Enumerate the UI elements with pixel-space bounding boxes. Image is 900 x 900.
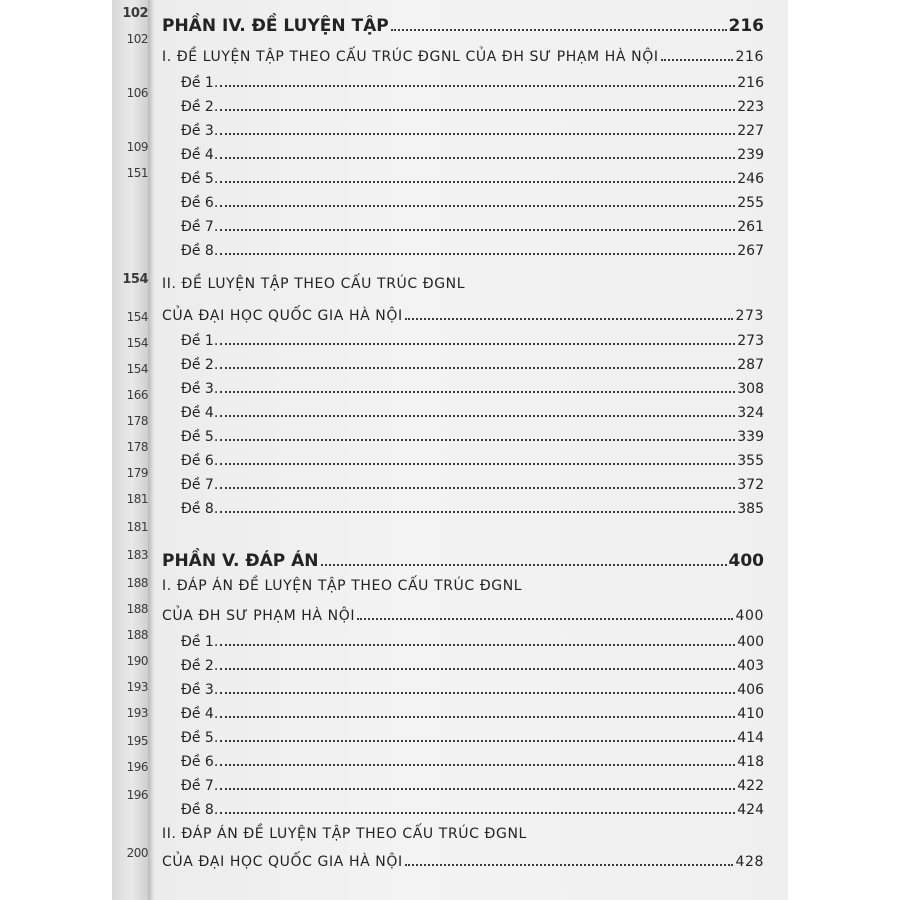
item-page: 255 <box>737 195 764 211</box>
toc-item[interactable] <box>181 119 764 139</box>
left-page-number: 179 <box>126 466 148 480</box>
left-page-number: 166 <box>126 388 148 402</box>
toc-item[interactable] <box>181 798 764 818</box>
toc-item[interactable] <box>181 191 764 211</box>
left-page-number: 178 <box>126 414 148 428</box>
toc-item[interactable] <box>181 95 764 115</box>
toc-item[interactable] <box>181 329 764 349</box>
item-page: 339 <box>737 429 764 445</box>
section-page: 273 <box>735 308 764 324</box>
item-label: Đề 6. <box>181 195 219 211</box>
item-label: Đề 2. <box>181 658 219 674</box>
item-page: 308 <box>737 381 764 397</box>
left-page-number: 188 <box>126 576 148 590</box>
dot-leader <box>220 179 735 183</box>
toc-item[interactable] <box>181 449 764 469</box>
item-label: Đề 3. <box>181 123 219 139</box>
item-page: 406 <box>737 682 764 698</box>
item-label: Đề 6. <box>181 453 219 469</box>
item-label: Đề 5. <box>181 429 219 445</box>
item-page: 273 <box>737 333 764 349</box>
left-page-number: 200 <box>126 846 148 860</box>
dot-leader <box>220 341 735 345</box>
section-page: 428 <box>735 854 764 870</box>
left-page-number: 151 <box>126 166 148 180</box>
item-label: Đề 4. <box>181 706 219 722</box>
dot-leader <box>220 131 735 135</box>
left-page-number: 188 <box>126 602 148 616</box>
dot-leader <box>220 509 735 513</box>
left-page-number: 181 <box>126 492 148 506</box>
item-label: Đề 7. <box>181 477 219 493</box>
item-page: 227 <box>737 123 764 139</box>
section-title-line: II. ĐÁP ÁN ĐỀ LUYỆN TẬP THEO CẤU TRÚC ĐGNL <box>162 826 527 842</box>
item-page: 239 <box>737 147 764 163</box>
part-title: PHẦN IV. ĐỀ LUYỆN TẬP <box>162 16 389 36</box>
part-title: PHẦN V. ĐÁP ÁN <box>162 551 319 571</box>
toc-item[interactable] <box>181 678 764 698</box>
item-label: Đề 6. <box>181 754 219 770</box>
dot-leader <box>220 155 735 159</box>
item-page: 355 <box>737 453 764 469</box>
item-label: Đề 1. <box>181 634 219 650</box>
item-label: Đề 8. <box>181 243 219 259</box>
item-label: Đề 4. <box>181 405 219 421</box>
item-label: Đề 4. <box>181 147 219 163</box>
item-label: Đề 5. <box>181 171 219 187</box>
item-page: 422 <box>737 778 764 794</box>
dot-leader <box>220 203 735 207</box>
left-page-number: 154 <box>122 272 148 287</box>
dot-leader <box>220 666 735 670</box>
dot-leader <box>220 461 735 465</box>
dot-leader <box>220 227 735 231</box>
left-page-number: 178 <box>126 440 148 454</box>
item-page: 216 <box>737 75 764 91</box>
toc-part-5[interactable] <box>162 547 764 571</box>
dot-leader <box>357 616 733 620</box>
left-page-number: 154 <box>126 310 148 324</box>
toc-part-4[interactable] <box>162 12 764 36</box>
toc-item[interactable] <box>181 654 764 674</box>
left-page-number: 181 <box>126 520 148 534</box>
toc-item[interactable] <box>181 497 764 517</box>
toc-section-5-2[interactable] <box>162 850 764 870</box>
dot-leader <box>220 83 735 87</box>
left-page-number: 195 <box>126 734 148 748</box>
dot-leader <box>220 251 735 255</box>
dot-leader <box>220 810 735 814</box>
item-page: 385 <box>737 501 764 517</box>
item-page: 223 <box>737 99 764 115</box>
left-page-number: 188 <box>126 628 148 642</box>
toc-item[interactable] <box>181 167 764 187</box>
dot-leader <box>405 316 734 320</box>
toc-item[interactable] <box>181 215 764 235</box>
item-label: Đề 3. <box>181 682 219 698</box>
section-title: CỦA ĐH SƯ PHẠM HÀ NỘI <box>162 608 356 624</box>
item-page: 287 <box>737 357 764 373</box>
section-title-line: I. ĐÁP ÁN ĐỀ LUYỆN TẬP THEO CẤU TRÚC ĐGNL <box>162 578 523 594</box>
left-page-number: 102 <box>122 6 148 21</box>
dot-leader <box>391 27 727 31</box>
item-label: Đề 3. <box>181 381 219 397</box>
item-page: 403 <box>737 658 764 674</box>
dot-leader <box>220 365 735 369</box>
dot-leader <box>321 562 727 566</box>
right-margin <box>788 0 900 900</box>
item-label: Đề 7. <box>181 219 219 235</box>
item-page: 372 <box>737 477 764 493</box>
toc-item[interactable] <box>181 630 764 650</box>
dot-leader <box>220 389 735 393</box>
item-label: Đề 8. <box>181 802 219 818</box>
part-page: 400 <box>728 551 764 571</box>
item-page: 324 <box>737 405 764 421</box>
item-label: Đề 8. <box>181 501 219 517</box>
item-label: Đề 2. <box>181 357 219 373</box>
item-page: 267 <box>737 243 764 259</box>
toc-item[interactable] <box>181 353 764 373</box>
dot-leader <box>220 485 735 489</box>
item-label: Đề 1. <box>181 333 219 349</box>
dot-leader <box>220 786 735 790</box>
toc-item[interactable] <box>181 401 764 421</box>
toc-item[interactable] <box>181 377 764 397</box>
dot-leader <box>220 413 735 417</box>
section-title: I. ĐỀ LUYỆN TẬP THEO CẤU TRÚC ĐGNL CỦA ĐH SƯ PHẠM HÀ NỘI <box>162 49 659 65</box>
toc-item[interactable] <box>181 774 764 794</box>
dot-leader <box>220 437 735 441</box>
toc-section-4-2[interactable] <box>162 304 764 324</box>
toc-item[interactable] <box>181 473 764 493</box>
left-page-number: 193 <box>126 706 148 720</box>
dot-leader <box>661 57 734 61</box>
toc-item[interactable] <box>181 71 764 91</box>
section-title: CỦA ĐẠI HỌC QUỐC GIA HÀ NỘI <box>162 854 403 870</box>
left-page-number: 183 <box>126 548 148 562</box>
toc-item[interactable] <box>181 702 764 722</box>
item-page: 418 <box>737 754 764 770</box>
dot-leader <box>220 642 735 646</box>
section-title-line: II. ĐỀ LUYỆN TẬP THEO CẤU TRÚC ĐGNL <box>162 276 466 292</box>
item-page: 246 <box>737 171 764 187</box>
item-page: 424 <box>737 802 764 818</box>
item-page: 414 <box>737 730 764 746</box>
toc-item[interactable] <box>181 239 764 259</box>
item-page: 400 <box>737 634 764 650</box>
item-label: Đề 7. <box>181 778 219 794</box>
dot-leader <box>220 690 735 694</box>
left-page-number: 106 <box>126 86 148 100</box>
toc-section-5-1[interactable] <box>162 604 764 624</box>
dot-leader <box>220 107 735 111</box>
toc-item[interactable] <box>181 425 764 445</box>
item-page: 410 <box>737 706 764 722</box>
dot-leader <box>405 862 734 866</box>
item-label: Đề 5. <box>181 730 219 746</box>
toc-item[interactable] <box>181 143 764 163</box>
left-page-number: 109 <box>126 140 148 154</box>
left-page-number: 190 <box>126 654 148 668</box>
left-page-number: 193 <box>126 680 148 694</box>
left-page-number: 196 <box>126 760 148 774</box>
part-page: 216 <box>728 16 764 36</box>
item-label: Đề 1. <box>181 75 219 91</box>
section-title: CỦA ĐẠI HỌC QUỐC GIA HÀ NỘI <box>162 308 403 324</box>
toc-item[interactable] <box>181 750 764 770</box>
dot-leader <box>220 738 735 742</box>
item-page: 261 <box>737 219 764 235</box>
section-page: 400 <box>735 608 764 624</box>
dot-leader <box>220 714 735 718</box>
left-page-number: 196 <box>126 788 148 802</box>
left-page-edge <box>112 0 148 900</box>
left-page-number: 154 <box>126 362 148 376</box>
left-page-number: 102 <box>126 32 148 46</box>
table-of-contents-page <box>154 0 788 900</box>
toc-item[interactable] <box>181 726 764 746</box>
section-page: 216 <box>735 49 764 65</box>
toc-section-4-1[interactable] <box>162 45 764 65</box>
left-page-number: 154 <box>126 336 148 350</box>
dot-leader <box>220 762 735 766</box>
item-label: Đề 2. <box>181 99 219 115</box>
